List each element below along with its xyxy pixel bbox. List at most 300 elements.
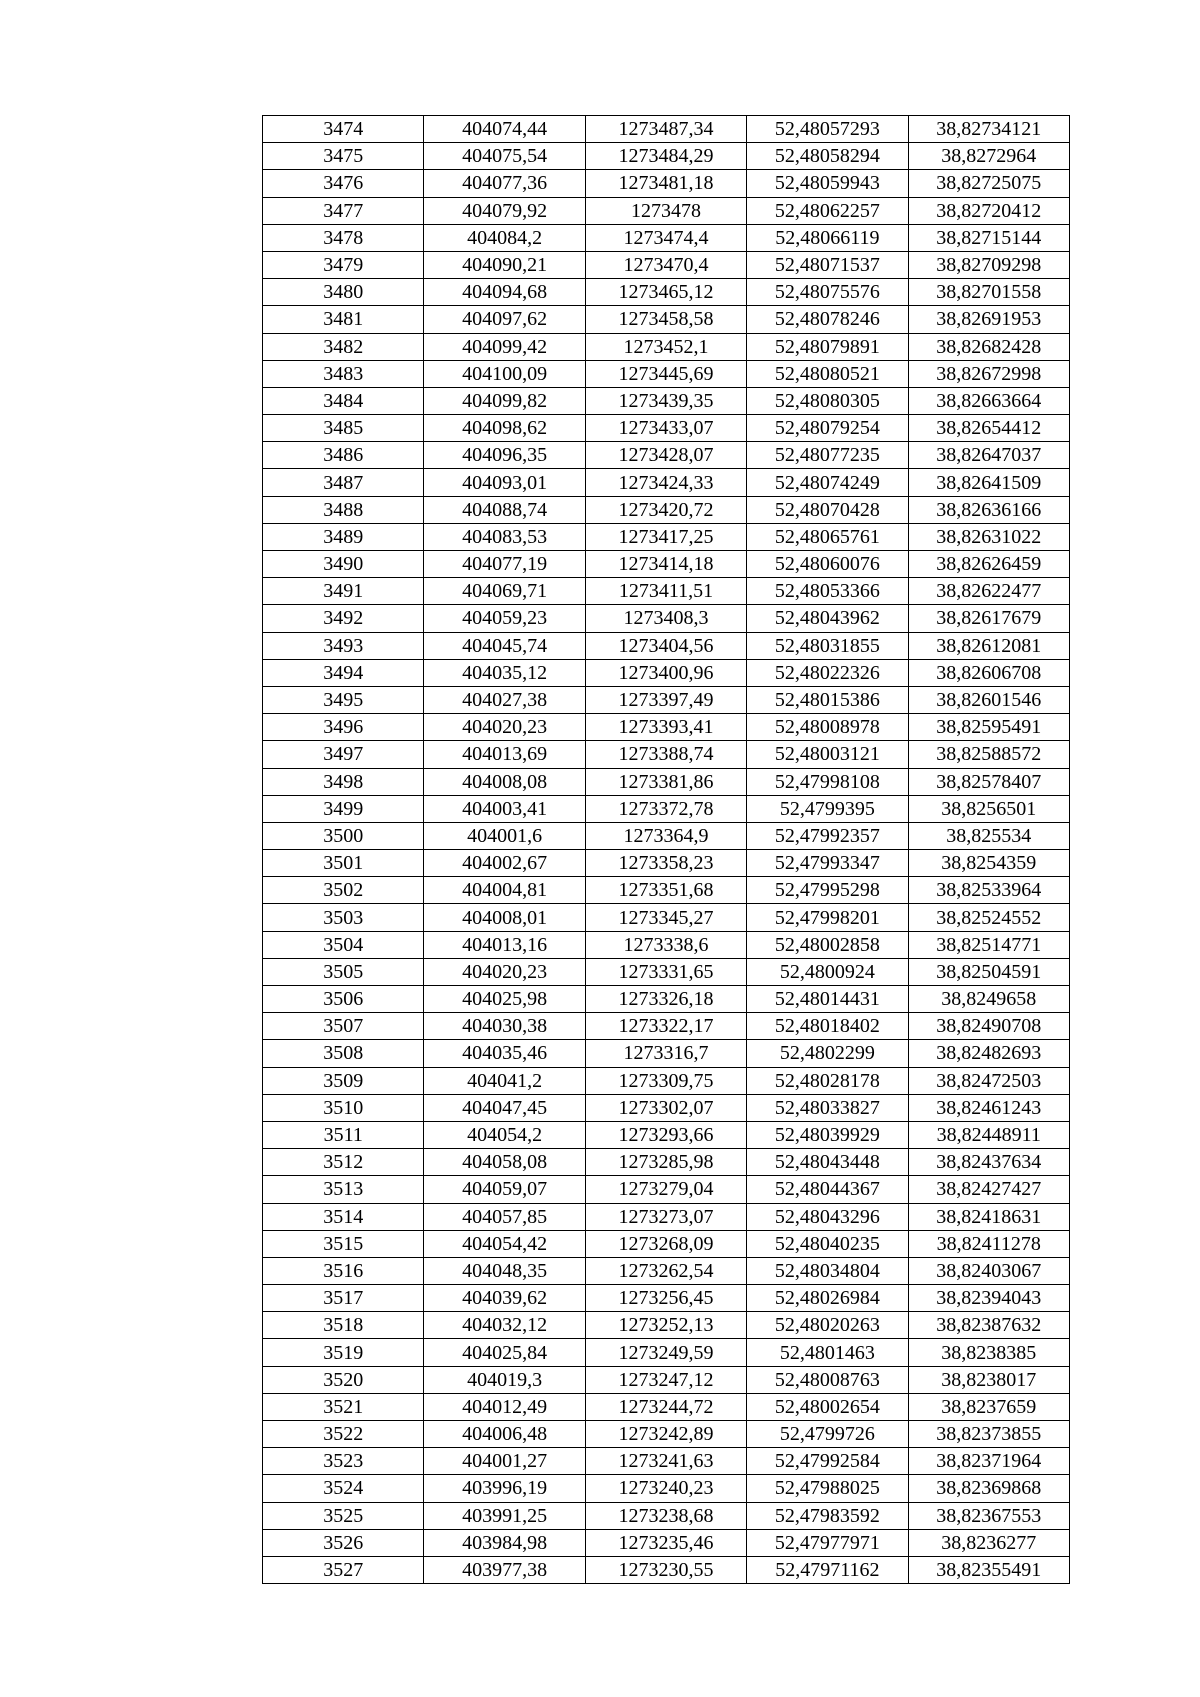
latitude-cell: 52,4800924 [747, 958, 908, 985]
y-coordinate-cell: 1273268,09 [585, 1230, 746, 1257]
y-coordinate-cell: 1273408,3 [585, 605, 746, 632]
x-coordinate-cell: 404047,45 [424, 1094, 585, 1121]
longitude-cell: 38,82514771 [908, 931, 1069, 958]
table-row [263, 1312, 1070, 1339]
y-coordinate-cell: 1273247,12 [585, 1366, 746, 1393]
latitude-cell: 52,48043448 [747, 1149, 908, 1176]
x-coordinate-cell: 404004,81 [424, 877, 585, 904]
longitude-cell: 38,82606708 [908, 659, 1069, 686]
longitude-cell: 38,82654412 [908, 415, 1069, 442]
table-row [263, 1393, 1070, 1420]
latitude-cell: 52,48070428 [747, 496, 908, 523]
point-number-cell: 3503 [263, 904, 424, 931]
y-coordinate-cell: 1273326,18 [585, 986, 746, 1013]
table-row [263, 360, 1070, 387]
table-row [263, 1067, 1070, 1094]
point-number-cell: 3492 [263, 605, 424, 632]
x-coordinate-cell: 404077,19 [424, 551, 585, 578]
table-row [263, 1013, 1070, 1040]
x-coordinate-cell: 404098,62 [424, 415, 585, 442]
longitude-cell: 38,82647037 [908, 442, 1069, 469]
point-number-cell: 3478 [263, 224, 424, 251]
point-number-cell: 3502 [263, 877, 424, 904]
latitude-cell: 52,48075576 [747, 279, 908, 306]
table-row [263, 877, 1070, 904]
table-row [263, 415, 1070, 442]
longitude-cell: 38,82663664 [908, 387, 1069, 414]
y-coordinate-cell: 1273372,78 [585, 795, 746, 822]
y-coordinate-cell: 1273302,07 [585, 1094, 746, 1121]
x-coordinate-cell: 404099,42 [424, 333, 585, 360]
point-number-cell: 3475 [263, 143, 424, 170]
x-coordinate-cell: 404008,08 [424, 768, 585, 795]
table-row [263, 605, 1070, 632]
latitude-cell: 52,48022326 [747, 659, 908, 686]
point-number-cell: 3500 [263, 822, 424, 849]
y-coordinate-cell: 1273397,49 [585, 686, 746, 713]
latitude-cell: 52,48043296 [747, 1203, 908, 1230]
table-row [263, 1502, 1070, 1529]
longitude-cell: 38,82588572 [908, 741, 1069, 768]
x-coordinate-cell: 404075,54 [424, 143, 585, 170]
y-coordinate-cell: 1273452,1 [585, 333, 746, 360]
x-coordinate-cell: 404012,49 [424, 1393, 585, 1420]
longitude-cell: 38,8256501 [908, 795, 1069, 822]
x-coordinate-cell: 404059,07 [424, 1176, 585, 1203]
y-coordinate-cell: 1273230,55 [585, 1556, 746, 1583]
table-row [263, 931, 1070, 958]
longitude-cell: 38,82701558 [908, 279, 1069, 306]
latitude-cell: 52,4799395 [747, 795, 908, 822]
longitude-cell: 38,8238017 [908, 1366, 1069, 1393]
point-number-cell: 3482 [263, 333, 424, 360]
latitude-cell: 52,48078246 [747, 306, 908, 333]
y-coordinate-cell: 1273331,65 [585, 958, 746, 985]
table-row [263, 1149, 1070, 1176]
point-number-cell: 3525 [263, 1502, 424, 1529]
longitude-cell: 38,82482693 [908, 1040, 1069, 1067]
latitude-cell: 52,48057293 [747, 116, 908, 143]
x-coordinate-cell: 404035,12 [424, 659, 585, 686]
table-row [263, 1176, 1070, 1203]
y-coordinate-cell: 1273465,12 [585, 279, 746, 306]
y-coordinate-cell: 1273322,17 [585, 1013, 746, 1040]
y-coordinate-cell: 1273458,58 [585, 306, 746, 333]
table-row [263, 224, 1070, 251]
latitude-cell: 52,48015386 [747, 686, 908, 713]
x-coordinate-cell: 404048,35 [424, 1257, 585, 1284]
longitude-cell: 38,82461243 [908, 1094, 1069, 1121]
longitude-cell: 38,82631022 [908, 523, 1069, 550]
point-number-cell: 3512 [263, 1149, 424, 1176]
longitude-cell: 38,82448911 [908, 1121, 1069, 1148]
table-row [263, 442, 1070, 469]
table-row [263, 1339, 1070, 1366]
latitude-cell: 52,48079254 [747, 415, 908, 442]
longitude-cell: 38,8249658 [908, 986, 1069, 1013]
x-coordinate-cell: 404027,38 [424, 686, 585, 713]
x-coordinate-cell: 404057,85 [424, 1203, 585, 1230]
longitude-cell: 38,82595491 [908, 714, 1069, 741]
y-coordinate-cell: 1273481,18 [585, 170, 746, 197]
table-row [263, 659, 1070, 686]
y-coordinate-cell: 1273478 [585, 197, 746, 224]
latitude-cell: 52,47993347 [747, 850, 908, 877]
table-row [263, 551, 1070, 578]
longitude-cell: 38,825534 [908, 822, 1069, 849]
x-coordinate-cell: 404020,23 [424, 714, 585, 741]
point-number-cell: 3518 [263, 1312, 424, 1339]
point-number-cell: 3483 [263, 360, 424, 387]
x-coordinate-cell: 403984,98 [424, 1529, 585, 1556]
y-coordinate-cell: 1273262,54 [585, 1257, 746, 1284]
table-row [263, 116, 1070, 143]
longitude-cell: 38,82369868 [908, 1475, 1069, 1502]
y-coordinate-cell: 1273351,68 [585, 877, 746, 904]
x-coordinate-cell: 404039,62 [424, 1285, 585, 1312]
point-number-cell: 3476 [263, 170, 424, 197]
latitude-cell: 52,48008978 [747, 714, 908, 741]
latitude-cell: 52,4802299 [747, 1040, 908, 1067]
x-coordinate-cell: 403977,38 [424, 1556, 585, 1583]
table-row [263, 306, 1070, 333]
x-coordinate-cell: 404099,82 [424, 387, 585, 414]
table-row [263, 1421, 1070, 1448]
latitude-cell: 52,48062257 [747, 197, 908, 224]
longitude-cell: 38,82524552 [908, 904, 1069, 931]
table-row [263, 741, 1070, 768]
y-coordinate-cell: 1273428,07 [585, 442, 746, 469]
table-row [263, 958, 1070, 985]
longitude-cell: 38,82715144 [908, 224, 1069, 251]
table-row [263, 496, 1070, 523]
point-number-cell: 3479 [263, 251, 424, 278]
point-number-cell: 3474 [263, 116, 424, 143]
y-coordinate-cell: 1273424,33 [585, 469, 746, 496]
table-row [263, 768, 1070, 795]
latitude-cell: 52,48080521 [747, 360, 908, 387]
table-row [263, 714, 1070, 741]
latitude-cell: 52,48031855 [747, 632, 908, 659]
y-coordinate-cell: 1273474,4 [585, 224, 746, 251]
x-coordinate-cell: 404025,84 [424, 1339, 585, 1366]
latitude-cell: 52,48079891 [747, 333, 908, 360]
x-coordinate-cell: 404094,68 [424, 279, 585, 306]
latitude-cell: 52,47998201 [747, 904, 908, 931]
point-number-cell: 3510 [263, 1094, 424, 1121]
table-row [263, 1529, 1070, 1556]
table-row [263, 822, 1070, 849]
latitude-cell: 52,47992357 [747, 822, 908, 849]
latitude-cell: 52,48028178 [747, 1067, 908, 1094]
coordinates-table [262, 115, 1070, 1584]
table-row [263, 387, 1070, 414]
y-coordinate-cell: 1273240,23 [585, 1475, 746, 1502]
latitude-cell: 52,4801463 [747, 1339, 908, 1366]
point-number-cell: 3480 [263, 279, 424, 306]
latitude-cell: 52,48003121 [747, 741, 908, 768]
table-row [263, 143, 1070, 170]
point-number-cell: 3514 [263, 1203, 424, 1230]
point-number-cell: 3523 [263, 1448, 424, 1475]
latitude-cell: 52,48053366 [747, 578, 908, 605]
y-coordinate-cell: 1273404,56 [585, 632, 746, 659]
x-coordinate-cell: 404006,48 [424, 1421, 585, 1448]
point-number-cell: 3520 [263, 1366, 424, 1393]
point-number-cell: 3519 [263, 1339, 424, 1366]
y-coordinate-cell: 1273381,86 [585, 768, 746, 795]
point-number-cell: 3491 [263, 578, 424, 605]
table-row [263, 1448, 1070, 1475]
longitude-cell: 38,8236277 [908, 1529, 1069, 1556]
point-number-cell: 3506 [263, 986, 424, 1013]
point-number-cell: 3493 [263, 632, 424, 659]
point-number-cell: 3517 [263, 1285, 424, 1312]
x-coordinate-cell: 404020,23 [424, 958, 585, 985]
point-number-cell: 3487 [263, 469, 424, 496]
longitude-cell: 38,82437634 [908, 1149, 1069, 1176]
longitude-cell: 38,82626459 [908, 551, 1069, 578]
point-number-cell: 3497 [263, 741, 424, 768]
latitude-cell: 52,48002654 [747, 1393, 908, 1420]
longitude-cell: 38,82672998 [908, 360, 1069, 387]
table-row [263, 795, 1070, 822]
point-number-cell: 3513 [263, 1176, 424, 1203]
point-number-cell: 3507 [263, 1013, 424, 1040]
x-coordinate-cell: 404030,38 [424, 1013, 585, 1040]
y-coordinate-cell: 1273358,23 [585, 850, 746, 877]
latitude-cell: 52,48039929 [747, 1121, 908, 1148]
y-coordinate-cell: 1273420,72 [585, 496, 746, 523]
longitude-cell: 38,82418631 [908, 1203, 1069, 1230]
point-number-cell: 3527 [263, 1556, 424, 1583]
longitude-cell: 38,82427427 [908, 1176, 1069, 1203]
latitude-cell: 52,47988025 [747, 1475, 908, 1502]
x-coordinate-cell: 404084,2 [424, 224, 585, 251]
longitude-cell: 38,8237659 [908, 1393, 1069, 1420]
table-row [263, 578, 1070, 605]
x-coordinate-cell: 404025,98 [424, 986, 585, 1013]
longitude-cell: 38,82612081 [908, 632, 1069, 659]
longitude-cell: 38,8238385 [908, 1339, 1069, 1366]
x-coordinate-cell: 404032,12 [424, 1312, 585, 1339]
longitude-cell: 38,82622477 [908, 578, 1069, 605]
longitude-cell: 38,82682428 [908, 333, 1069, 360]
x-coordinate-cell: 404013,16 [424, 931, 585, 958]
y-coordinate-cell: 1273279,04 [585, 1176, 746, 1203]
x-coordinate-cell: 404001,6 [424, 822, 585, 849]
x-coordinate-cell: 404090,21 [424, 251, 585, 278]
longitude-cell: 38,82720412 [908, 197, 1069, 224]
latitude-cell: 52,48066119 [747, 224, 908, 251]
longitude-cell: 38,82601546 [908, 686, 1069, 713]
point-number-cell: 3505 [263, 958, 424, 985]
y-coordinate-cell: 1273364,9 [585, 822, 746, 849]
point-number-cell: 3524 [263, 1475, 424, 1502]
coordinates-table-body [263, 116, 1070, 1584]
x-coordinate-cell: 404100,09 [424, 360, 585, 387]
point-number-cell: 3511 [263, 1121, 424, 1148]
latitude-cell: 52,48059943 [747, 170, 908, 197]
latitude-cell: 52,47971162 [747, 1556, 908, 1583]
latitude-cell: 52,48071537 [747, 251, 908, 278]
longitude-cell: 38,82387632 [908, 1312, 1069, 1339]
x-coordinate-cell: 404008,01 [424, 904, 585, 931]
latitude-cell: 52,48020263 [747, 1312, 908, 1339]
point-number-cell: 3515 [263, 1230, 424, 1257]
x-coordinate-cell: 404088,74 [424, 496, 585, 523]
latitude-cell: 52,48040235 [747, 1230, 908, 1257]
x-coordinate-cell: 404096,35 [424, 442, 585, 469]
table-row [263, 1230, 1070, 1257]
latitude-cell: 52,48044367 [747, 1176, 908, 1203]
x-coordinate-cell: 404045,74 [424, 632, 585, 659]
point-number-cell: 3526 [263, 1529, 424, 1556]
point-number-cell: 3504 [263, 931, 424, 958]
latitude-cell: 52,48080305 [747, 387, 908, 414]
y-coordinate-cell: 1273345,27 [585, 904, 746, 931]
point-number-cell: 3499 [263, 795, 424, 822]
table-row [263, 523, 1070, 550]
latitude-cell: 52,47983592 [747, 1502, 908, 1529]
longitude-cell: 38,82691953 [908, 306, 1069, 333]
point-number-cell: 3481 [263, 306, 424, 333]
x-coordinate-cell: 404035,46 [424, 1040, 585, 1067]
x-coordinate-cell: 404059,23 [424, 605, 585, 632]
table-row [263, 170, 1070, 197]
point-number-cell: 3477 [263, 197, 424, 224]
x-coordinate-cell: 404079,92 [424, 197, 585, 224]
point-number-cell: 3521 [263, 1393, 424, 1420]
table-row [263, 986, 1070, 1013]
y-coordinate-cell: 1273487,34 [585, 116, 746, 143]
point-number-cell: 3516 [263, 1257, 424, 1284]
latitude-cell: 52,48065761 [747, 523, 908, 550]
longitude-cell: 38,82533964 [908, 877, 1069, 904]
point-number-cell: 3495 [263, 686, 424, 713]
longitude-cell: 38,82578407 [908, 768, 1069, 795]
y-coordinate-cell: 1273439,35 [585, 387, 746, 414]
table-row [263, 1257, 1070, 1284]
x-coordinate-cell: 404002,67 [424, 850, 585, 877]
longitude-cell: 38,82709298 [908, 251, 1069, 278]
longitude-cell: 38,8254359 [908, 850, 1069, 877]
point-number-cell: 3484 [263, 387, 424, 414]
y-coordinate-cell: 1273285,98 [585, 1149, 746, 1176]
point-number-cell: 3485 [263, 415, 424, 442]
y-coordinate-cell: 1273414,18 [585, 551, 746, 578]
latitude-cell: 52,47977971 [747, 1529, 908, 1556]
y-coordinate-cell: 1273393,41 [585, 714, 746, 741]
x-coordinate-cell: 404074,44 [424, 116, 585, 143]
table-row [263, 686, 1070, 713]
table-row [263, 279, 1070, 306]
latitude-cell: 52,4799726 [747, 1421, 908, 1448]
longitude-cell: 38,82636166 [908, 496, 1069, 523]
point-number-cell: 3486 [263, 442, 424, 469]
longitude-cell: 38,82725075 [908, 170, 1069, 197]
table-row [263, 1475, 1070, 1502]
x-coordinate-cell: 404069,71 [424, 578, 585, 605]
latitude-cell: 52,48058294 [747, 143, 908, 170]
y-coordinate-cell: 1273411,51 [585, 578, 746, 605]
longitude-cell: 38,82403067 [908, 1257, 1069, 1284]
x-coordinate-cell: 404001,27 [424, 1448, 585, 1475]
y-coordinate-cell: 1273388,74 [585, 741, 746, 768]
table-row [263, 850, 1070, 877]
x-coordinate-cell: 404019,3 [424, 1366, 585, 1393]
table-row [263, 1203, 1070, 1230]
latitude-cell: 52,48074249 [747, 469, 908, 496]
x-coordinate-cell: 404077,36 [424, 170, 585, 197]
x-coordinate-cell: 404054,2 [424, 1121, 585, 1148]
y-coordinate-cell: 1273316,7 [585, 1040, 746, 1067]
longitude-cell: 38,82411278 [908, 1230, 1069, 1257]
longitude-cell: 38,82617679 [908, 605, 1069, 632]
y-coordinate-cell: 1273235,46 [585, 1529, 746, 1556]
table-row [263, 1366, 1070, 1393]
table-row [263, 251, 1070, 278]
table-row [263, 1040, 1070, 1067]
y-coordinate-cell: 1273433,07 [585, 415, 746, 442]
latitude-cell: 52,48043962 [747, 605, 908, 632]
table-row [263, 1121, 1070, 1148]
longitude-cell: 38,82373855 [908, 1421, 1069, 1448]
table-row [263, 333, 1070, 360]
point-number-cell: 3509 [263, 1067, 424, 1094]
table-row [263, 1285, 1070, 1312]
latitude-cell: 52,48002858 [747, 931, 908, 958]
longitude-cell: 38,82641509 [908, 469, 1069, 496]
latitude-cell: 52,48008763 [747, 1366, 908, 1393]
point-number-cell: 3501 [263, 850, 424, 877]
y-coordinate-cell: 1273238,68 [585, 1502, 746, 1529]
y-coordinate-cell: 1273241,63 [585, 1448, 746, 1475]
latitude-cell: 52,48077235 [747, 442, 908, 469]
longitude-cell: 38,8272964 [908, 143, 1069, 170]
latitude-cell: 52,48018402 [747, 1013, 908, 1040]
y-coordinate-cell: 1273293,66 [585, 1121, 746, 1148]
point-number-cell: 3489 [263, 523, 424, 550]
longitude-cell: 38,82371964 [908, 1448, 1069, 1475]
y-coordinate-cell: 1273445,69 [585, 360, 746, 387]
y-coordinate-cell: 1273484,29 [585, 143, 746, 170]
longitude-cell: 38,82504591 [908, 958, 1069, 985]
y-coordinate-cell: 1273400,96 [585, 659, 746, 686]
table-row [263, 197, 1070, 224]
latitude-cell: 52,47995298 [747, 877, 908, 904]
x-coordinate-cell: 403996,19 [424, 1475, 585, 1502]
latitude-cell: 52,48014431 [747, 986, 908, 1013]
x-coordinate-cell: 404041,2 [424, 1067, 585, 1094]
x-coordinate-cell: 404054,42 [424, 1230, 585, 1257]
table-row [263, 632, 1070, 659]
table-row [263, 1094, 1070, 1121]
y-coordinate-cell: 1273273,07 [585, 1203, 746, 1230]
point-number-cell: 3490 [263, 551, 424, 578]
latitude-cell: 52,48060076 [747, 551, 908, 578]
longitude-cell: 38,82472503 [908, 1067, 1069, 1094]
longitude-cell: 38,82367553 [908, 1502, 1069, 1529]
longitude-cell: 38,82394043 [908, 1285, 1069, 1312]
point-number-cell: 3498 [263, 768, 424, 795]
table-row [263, 469, 1070, 496]
y-coordinate-cell: 1273249,59 [585, 1339, 746, 1366]
point-number-cell: 3488 [263, 496, 424, 523]
y-coordinate-cell: 1273417,25 [585, 523, 746, 550]
latitude-cell: 52,48034804 [747, 1257, 908, 1284]
x-coordinate-cell: 404013,69 [424, 741, 585, 768]
